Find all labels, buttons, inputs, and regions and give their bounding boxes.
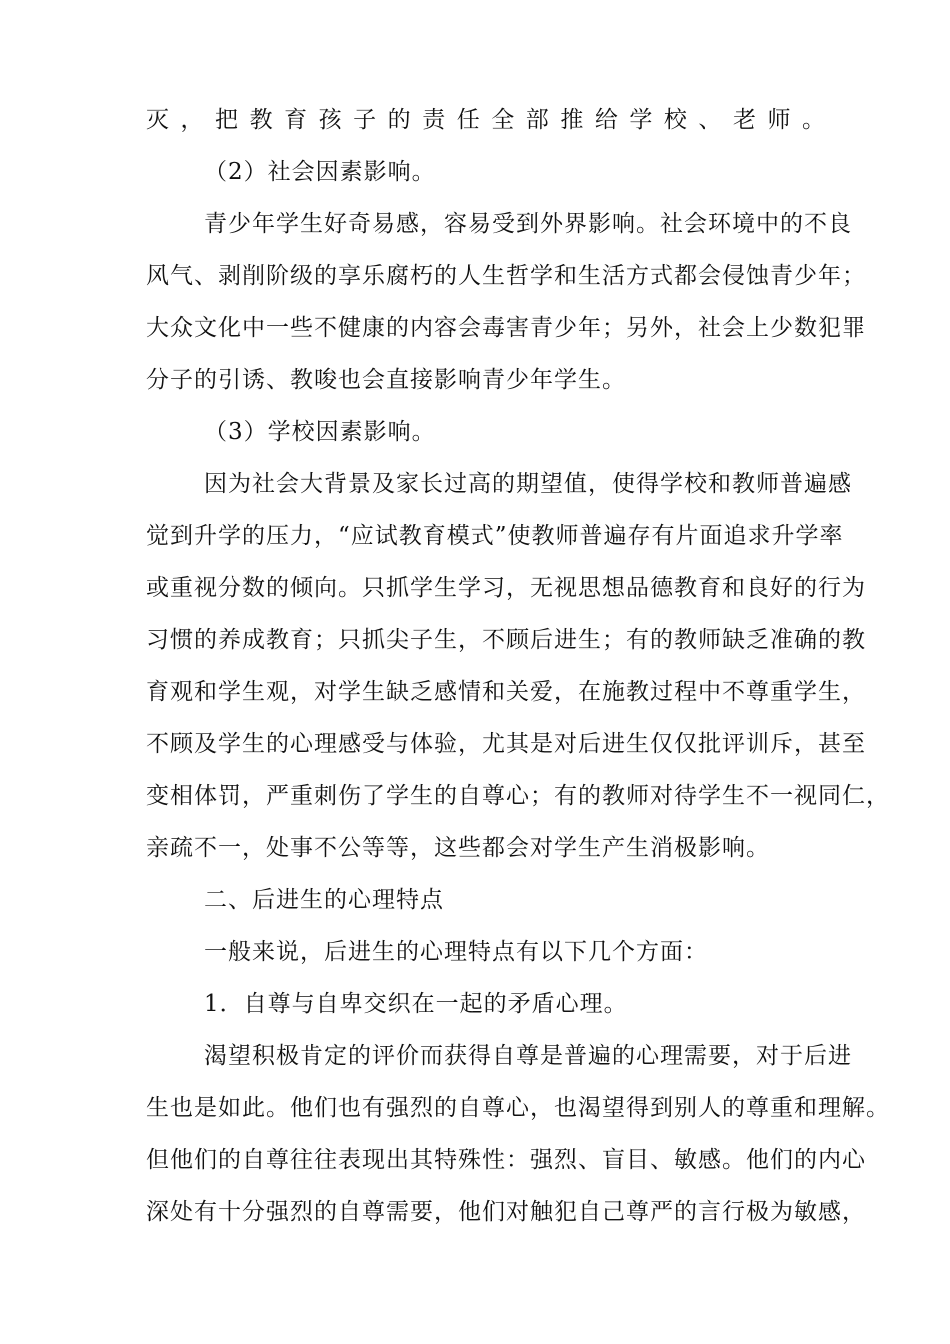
paragraph-line: 但他们的自尊往往表现出其特殊性：强烈、盲目、敏感。他们的内心 [146, 1147, 866, 1173]
paragraph-line: 育观和学生观，对学生缺乏感情和关爱，在施教过程中不尊重学生， [146, 679, 866, 705]
paragraph-line: 大众文化中一些不健康的内容会毒害青少年；另外，社会上少数犯罪 [146, 315, 866, 341]
paragraph-line: 亲疏不一，处事不公等等，这些都会对学生产生消极影响。 [146, 835, 770, 861]
section-heading: （2）社会因素影响。 [204, 159, 436, 185]
paragraph-line: 变相体罚，严重刺伤了学生的自尊心；有的教师对待学生不一视同仁， [146, 783, 890, 809]
paragraph-line: 因为社会大背景及家长过高的期望值，使得学校和教师普遍感 [204, 471, 852, 497]
paragraph-line: 风气、剥削阶级的享乐腐朽的人生哲学和生活方式都会侵蚀青少年； [146, 263, 866, 289]
paragraph-line: 习惯的养成教育；只抓尖子生，不顾后进生；有的教师缺乏准确的教 [146, 627, 866, 653]
paragraph-line: 不顾及学生的心理感受与体验，尤其是对后进生仅仅批评训斥，甚至 [146, 731, 866, 757]
paragraph-line: 深处有十分强烈的自尊需要，他们对触犯自己尊严的言行极为敏感， [146, 1199, 866, 1225]
section-heading: （3）学校因素影响。 [204, 419, 436, 445]
paragraph-line: 或重视分数的倾向。只抓学生学习，无视思想品德教育和良好的行为 [146, 575, 866, 601]
paragraph-line: 觉到升学的压力，“应试教育模式”使教师普遍存有片面追求升学率 [146, 523, 844, 549]
paragraph-line: 青少年学生好奇易感，容易受到外界影响。社会环境中的不良 [204, 211, 852, 237]
paragraph-line: 生也是如此。他们也有强烈的自尊心，也渴望得到别人的尊重和理解。 [146, 1095, 890, 1121]
paragraph-line: 灭，把教育孩子的责任全部推给学校、老师。 [146, 107, 826, 133]
paragraph-line: 渴望积极肯定的评价而获得自尊是普遍的心理需要，对于后进 [204, 1043, 852, 1069]
chapter-heading: 二、后进生的心理特点 [204, 887, 444, 913]
paragraph-line: 一般来说，后进生的心理特点有以下几个方面： [204, 939, 708, 965]
paragraph-line: 分子的引诱、教唆也会直接影响青少年学生。 [146, 367, 626, 393]
subsection-heading: 1．自尊与自卑交织在一起的矛盾心理。 [204, 991, 628, 1017]
